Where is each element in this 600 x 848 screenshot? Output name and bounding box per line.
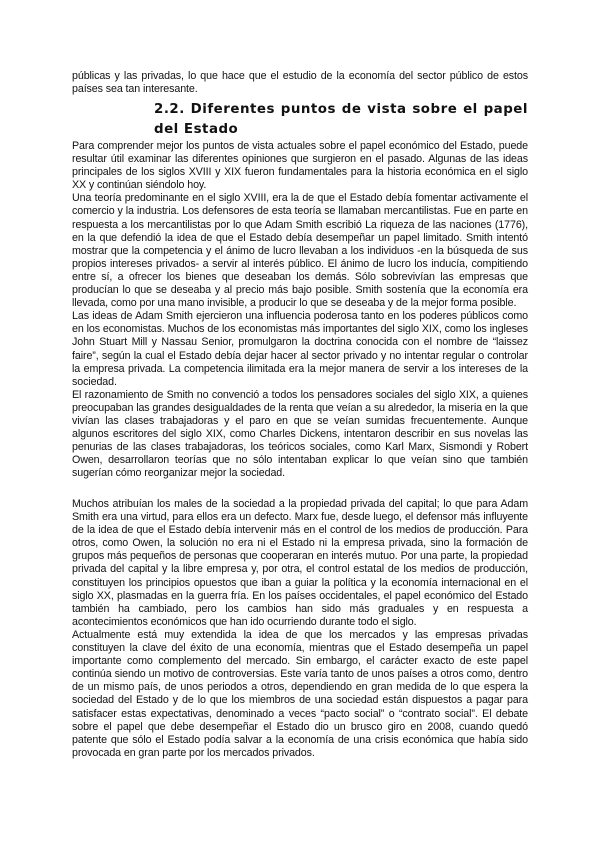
- paragraph: El razonamiento de Smith no convenció a todos los pensadores sociales del siglo XIX, a quienes preocupaban las grandes desigualdades de la renta que veían a su alrededor, la miseria en la que vivían las clases trabajadoras y el paro en que se veían sumidas frecuentemente. Aunque algunos escritores del siglo XIX, como Charles Dickens, intentaron describir en sus novelas las penurias de las clases trabajadoras, los teóricos sociales, como Karl Marx, Sismondi y Robert Owen, desarrollaron teorías que no sólo intentaban explicar lo que veían sino que también sugerían cómo reorganizar mejor la sociedad.: [72, 388, 528, 480]
- section-number: 2.2.: [154, 102, 185, 117]
- body-block-2: [72, 498, 528, 760]
- section-heading: [154, 100, 528, 140]
- paragraph: Para comprender mejor los puntos de vista actuales sobre el papel económico del Estado, puede resultar útil examinar las diferentes opiniones que surgieron en el pasado. Algunas de las ideas principales de los siglos XVIII y XIX fueron fundamentales para la historia económica en el siglo XX y continúan siéndolo hoy.: [72, 140, 528, 192]
- intro-text: públicas y las privadas, lo que hace que el estudio de la economía del sector público de estos países sea tan interesante.: [72, 70, 528, 96]
- paragraph: Una teoría predominante en el siglo XVIII, era la de que el Estado debía fomentar activamente el comercio y la industria. Los defensores de esta teoría se llamaban mercantilistas. Fue en parte en respuesta a los mercantilistas por lo que Adam Smith escribió La riqueza de las naciones (1776), en la que defendió la idea de que el Estado debía desempeñar un papel limitado. Smith intentó mostrar que la competencia y el ánimo de lucro llevaban a los individuos -en la búsqueda de sus propios intereses privados- a servir al interés público. El ánimo de lucro los inducía, compitiendo entre sí, a ofrecer los bienes que deseaban los demás. Sólo sobrevivían las empresas que producían lo que se deseaba y al precio más bajo posible. Smith sostenía que la economía era llevada, como por una mano invisible, a producir lo que se deseaba y de la mejor forma posible.: [72, 192, 528, 310]
- intro-paragraph: [72, 70, 528, 96]
- paragraph: Muchos atribuían los males de la sociedad a la propiedad privada del capital; lo que para Adam Smith era una virtud, para ellos era un defecto. Marx fue, desde luego, el defensor más influyente de la idea de que el Estado debía intervenir más en el control de los medios de producción. Para otros, como Owen, la solución no era ni el Estado ni la empresa privada, sino la formación de grupos más pequeños de personas que cooperaran en interés mutuo. Por una parte, la propiedad privada del capital y la libre empresa y, por otra, el control estatal de los medios de producción, constituyen los principios opuestos que iban a guiar la política y la economía internacional en el siglo XX, plasmadas en la guerra fría. En los países occidentales, el papel económico del Estado también ha cambiado, pero los cambios han sido más graduales y en respuesta a acontecimientos económicos que han ido ocurriendo durante todo el siglo.: [72, 498, 528, 628]
- paragraph: Las ideas de Adam Smith ejercieron una influencia poderosa tanto en los poderes públicos como en los economistas. Muchos de los economistas más importantes del siglo XIX, como los ingleses John Stuart Mill y Nassau Senior, promulgaron la doctrina conocida con el nombre de “laissez faire”, según la cual el Estado debía dejar hacer al sector privado y no intentar regular o controlar la empresa privada. La competencia ilimitada era la mejor manera de servir a los intereses de la sociedad.: [72, 310, 528, 388]
- body-block-1: [72, 140, 528, 480]
- paragraph: Actualmente está muy extendida la idea de que los mercados y las empresas privadas constituyen la clave del éxito de una economía, mientras que el Estado desempeña un papel importante como complemento del mercado. Sin embargo, el carácter exacto de este papel continúa siendo un motivo de controversias. Este varía tanto de unos países a otros como, dentro de un mismo país, de unos periodos a otros, dependiendo en gran medida de lo que espera la sociedad del Estado y de lo que los miembros de una sociedad están dispuestos a pagar para satisfacer estas expectativas, denominado a veces “pacto social” o “contrato social”. El debate sobre el papel que debe desempeñar el Estado dio un brusco giro en 2008, cuando quedó patente que sólo el Estado podía salvar a la economía de una crisis económica que había sido provocada en gran parte por los mercados privados.: [72, 628, 528, 759]
- section-title: Diferentes puntos de vista sobre el papel del Estado: [154, 102, 528, 137]
